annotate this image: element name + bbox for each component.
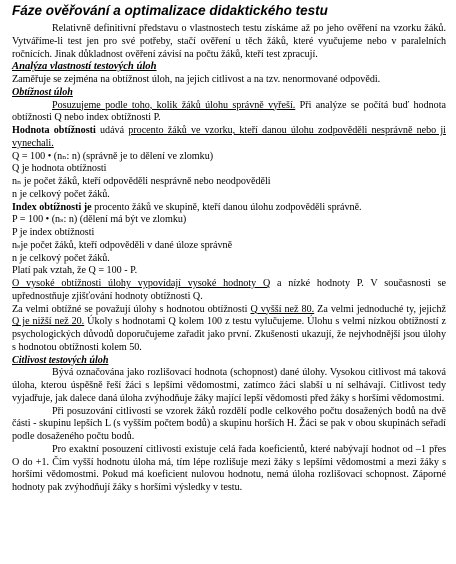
citlivost-paragraph-2: Při posuzování citlivosti se vzorek žáků rozdělí podle celkového počtu dosažených bodů na dvě části - skupinu lepších L (s vyšším počtem bodů) a skupinu horších H. Žáci se pak v obou skupinách seřadí podle dosaženého počtu bodů.	[12, 405, 446, 442]
citlivost-paragraph-1: Bývá označována jako rozlišovací hodnota (schopnost) dané úlohy. Vysokou citlivost má taková úloha, kterou úspěšně řeší žáci s lepšími vědomostmi, zatímco žáci slabší u ní selhávají. Citlivost tedy vyjadřuje, jak dalece daná úloha zvýhodňuje žáky mající lepší vědomosti před žáky s horšími vědomostmi.	[12, 367, 446, 404]
q-definition-2: nₙ je počet žáků, kteří odpověděli nesprávně nebo neodpověděli	[12, 176, 271, 187]
obtiznost-heading: Obtížnost úloh	[12, 86, 73, 98]
section-intro: Zaměřuje se zejména na obtížnost úloh, na jejich citlivost a na tzv. nenormované odpovědi.	[12, 74, 381, 85]
q-definition-1: Q je hodnota obtížnosti	[12, 163, 107, 175]
index-definition	[12, 202, 446, 215]
hodnota-definition	[12, 125, 446, 151]
citlivost-heading: Citlivost testových úloh	[12, 354, 109, 366]
obtiznost-rest: Při analýze se počítá buď hodnota obtížnosti Q nebo index obtížnosti P.	[12, 99, 446, 124]
p-definition-1: P je index obtížnosti	[12, 227, 95, 238]
difficulty-text-b: Za velmi jednoduché ty, jejichž	[314, 303, 446, 315]
p-formula: P = 100 • (nₛ: n) (dělení má být ve zlomku)	[12, 214, 187, 226]
difficulty-text-c: Úkoly s hodnotami Q kolem 100 z testu vylučujeme. Úlohu s velmi nízkou obtížností z psychologických důvodů doporučujeme zařadit jako první. Zkušenosti ukazují, že nejvhodnější jsou úlohy s hodnotou obtížnosti kolem 50.	[12, 316, 447, 353]
q-formula: Q = 100 • (nₙ: n) (správně je to dělení ve zlomku)	[12, 150, 214, 162]
index-text: procento žáků ve skupině, kteří danou úlohu zodpověděli správně.	[91, 201, 362, 213]
difficulty-text-a: Za velmi obtížné se považují úlohy s hodnotou obtížnosti	[12, 303, 251, 315]
hodnota-text: udává	[95, 125, 129, 136]
hodnota-label: Hodnota obtížnosti	[12, 125, 96, 136]
index-label: Index obtížnosti je	[12, 201, 92, 213]
q-definition-3: n je celkový počet žáků.	[12, 188, 110, 200]
p-definition-2: nₛje počet žáků, kteří odpověděli v dané úloze správně	[12, 239, 233, 251]
document-title: Fáze ověřování a optimalizace didaktického testu	[12, 3, 328, 18]
difficulty-high-threshold: Q vyšší než 80.	[250, 303, 315, 315]
high-low-rest: a nízké hodnoty P. V současnosti se upřednostňuje zjišťování hodnoty obtížnosti Q.	[12, 278, 447, 302]
difficulty-low-threshold: Q je nižší než 20.	[12, 316, 85, 328]
p-definition-3: n je celkový počet žáků.	[12, 252, 110, 264]
obtiznost-paragraph	[12, 100, 446, 126]
hodnota-underlined: procento žáků ve vzorku, kteří danou úlohu zodpověděli nesprávně nebo ji vynechali.	[12, 125, 446, 149]
relation-line: Platí pak vztah, že Q = 100 - P.	[12, 265, 138, 277]
high-low-underlined: O vysoké obtížnosti úlohy vypovídají vysoké hodnoty Q	[12, 278, 271, 289]
high-low-paragraph	[12, 278, 446, 304]
intro-paragraph: Relativně definitivní představu o vlastnostech testu získáme až po jeho ověření na vzorku žáků. Vytváříme-li test jen pro své potřeby, stačí ověření u těch žáků, které vyučujeme nebo v paralelních ročnících. Jinak důkladnost ověření závisí na počtu žáků, kteří test zpracují.	[12, 23, 446, 60]
section-heading: Analýza vlastností testových úloh	[12, 61, 157, 73]
obtiznost-underlined: Posuzujeme podle toho, kolik žáků úlohu správně vyřeší.	[52, 99, 296, 111]
citlivost-paragraph-3: Pro exaktní posouzení citlivosti existuje celá řada koeficientů, které nabývají hodnot od –1 přes O do +1. Čím vyšší hodnotu úloha má, tím lépe rozlišuje mezi žáky s lepšími vědomostmi a mezi žáky s horšími vědomostmi. Pokud má koeficient nulovou hodnotu, nemá úloha rozlišovací schopnost. Záporné hodnoty pak zvýhodňují žáky s horšími výsledky v testu.	[12, 443, 446, 493]
difficulty-range-paragraph	[12, 304, 446, 355]
